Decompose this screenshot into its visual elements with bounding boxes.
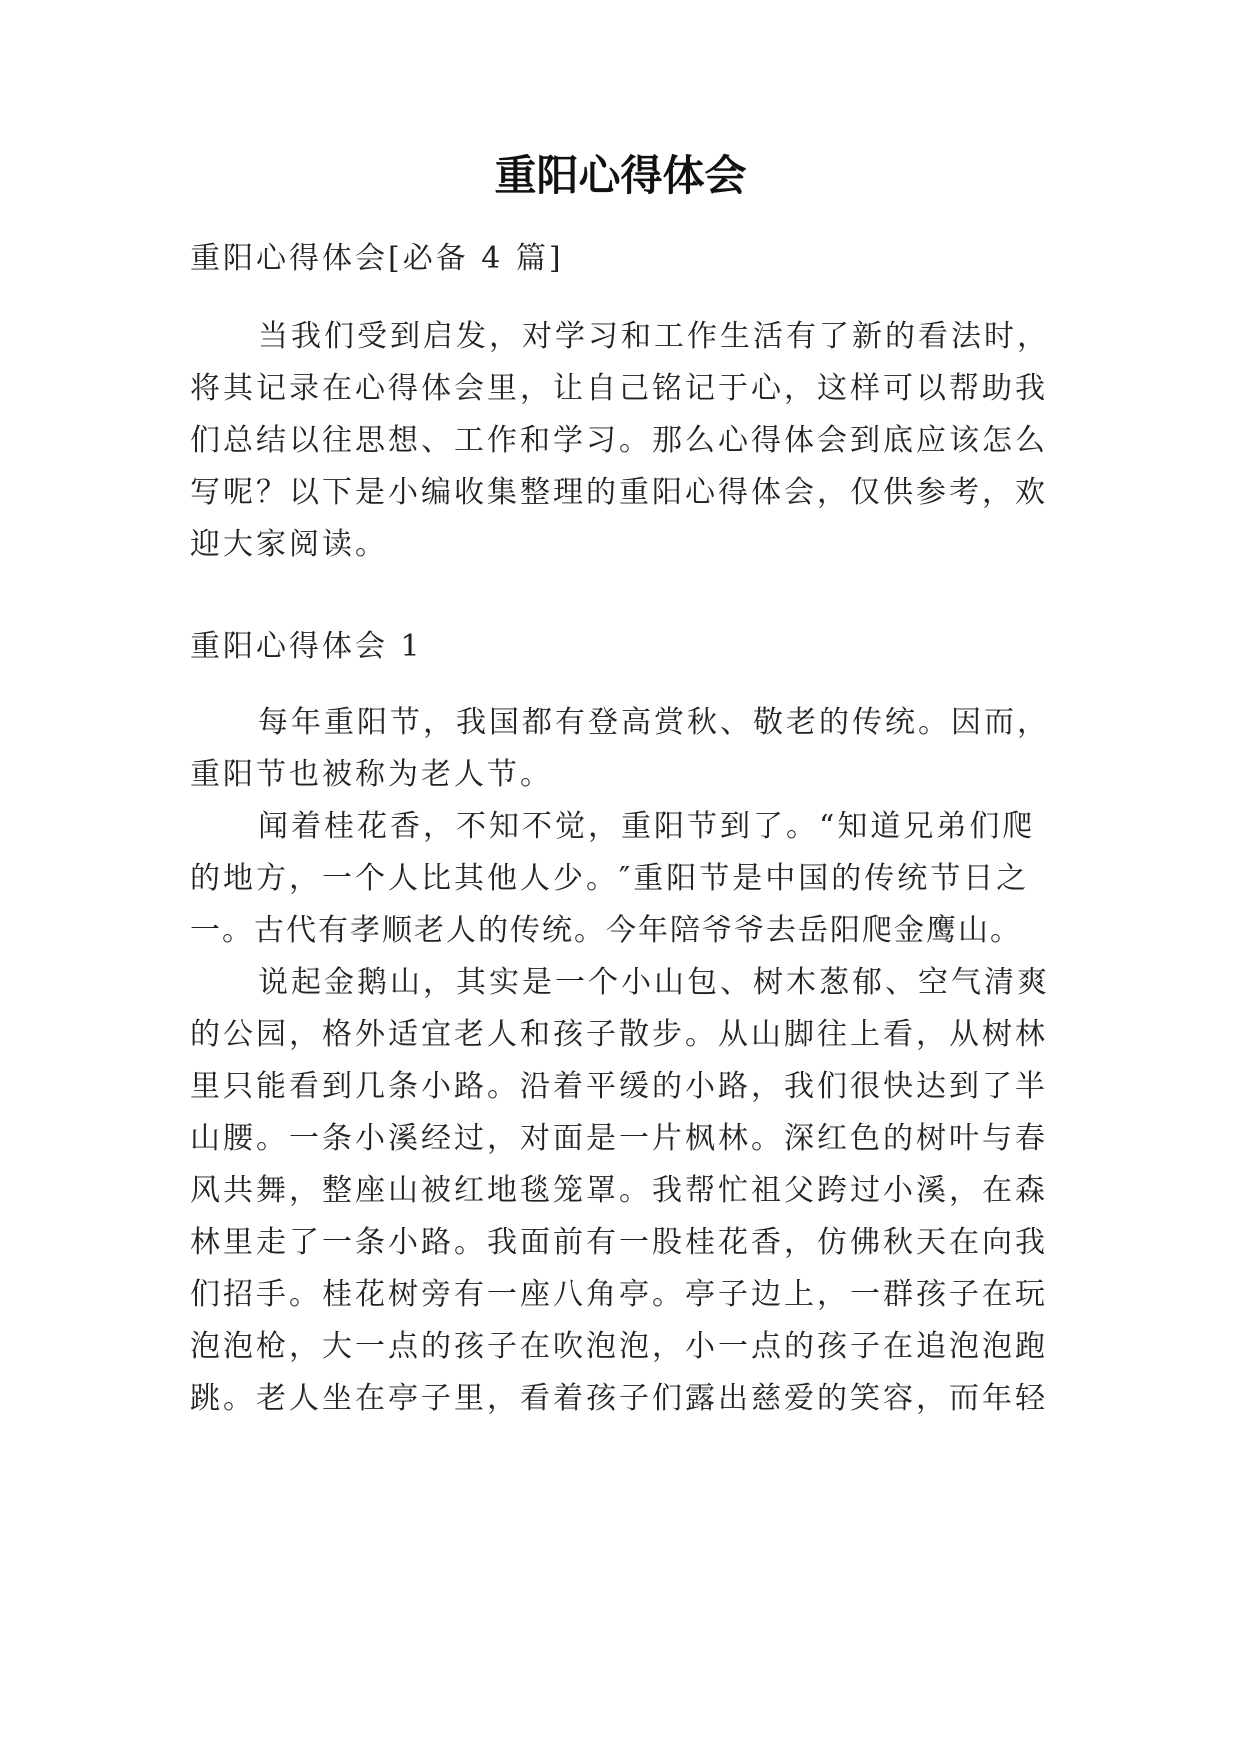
body-line: 每年重阳节，我国都有登高赏秋、敬老的传统。因而， [258,705,1050,740]
body-line: 的公园，格外适宜老人和孩子散步。从山脚往上看，从树林 [190,1017,1048,1052]
section-heading: 重阳心得体会 1 [190,629,423,664]
body-line: 说起金鹅山，其实是一个小山包、树木葱郁、空气清爽 [258,965,1050,1000]
body-line: 风共舞，整座山被红地毯笼罩。我帮忙祖父跨过小溪，在森 [190,1173,1048,1208]
body-line: 林里走了一条小路。我面前有一股桂花香，仿佛秋天在向我 [190,1225,1048,1260]
intro-line: 写呢？以下是小编收集整理的重阳心得体会，仅供参考，欢 [190,475,1048,510]
body-line: 的地方，一个人比其他人少。″重阳节是中国的传统节日之 [190,861,1030,896]
intro-line: 将其记录在心得体会里，让自己铭记于心，这样可以帮助我 [190,371,1048,406]
intro-line: 们总结以往思想、工作和学习。那么心得体会到底应该怎么 [190,423,1048,458]
intro-line: 迎大家阅读。 [190,527,388,562]
intro-line: 当我们受到启发，对学习和工作生活有了新的看法时， [258,319,1050,354]
body-line: 重阳节也被称为老人节。 [190,757,553,792]
body-line: 里只能看到几条小路。沿着平缓的小路，我们很快达到了半 [190,1069,1048,1104]
body-line: 一。古代有孝顺老人的传统。今年陪爷爷去岳阳爬金鹰山。 [190,913,1022,948]
body-line: 闻着桂花香，不知不觉，重阳节到了。“知道兄弟们爬 [258,809,1036,844]
document-title: 重阳心得体会 [494,151,747,200]
body-line: 们招手。桂花树旁有一座八角亭。亭子边上，一群孩子在玩 [190,1277,1048,1312]
body-line: 山腰。一条小溪经过，对面是一片枫林。深红色的树叶与春 [190,1121,1048,1156]
document-subtitle: 重阳心得体会[必备 4 篇] [190,241,564,276]
body-line: 泡泡枪，大一点的孩子在吹泡泡，小一点的孩子在追泡泡跑 [190,1329,1048,1364]
body-line: 跳。老人坐在亭子里，看着孩子们露出慈爱的笑容，而年轻 [190,1381,1048,1416]
